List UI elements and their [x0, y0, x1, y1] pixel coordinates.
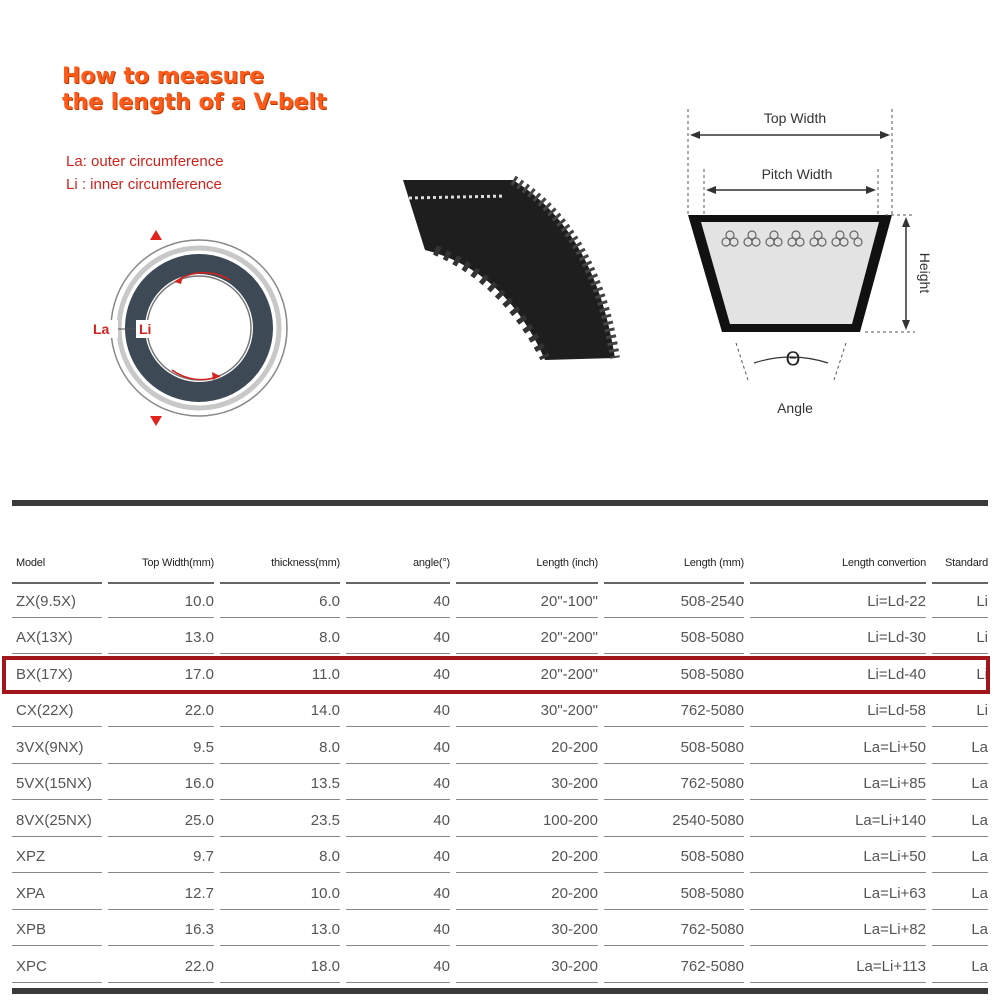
cell-model: 5VX(15NX)	[12, 767, 108, 804]
table-row	[12, 657, 988, 694]
table-bottom-rule	[12, 988, 988, 994]
cell-length-convertion: La=Li+63	[750, 876, 932, 913]
cell-model: ZX(9.5X)	[12, 584, 108, 621]
legend-la: La: outer circumference	[66, 153, 224, 170]
cell-top-width: 9.5	[108, 730, 220, 767]
cell-top-width: 17.0	[108, 657, 220, 694]
cell-length-mm: 762-5080	[604, 767, 750, 804]
cell-length-inch: 20"-200"	[456, 621, 604, 658]
table-body	[12, 584, 988, 986]
cell-length-mm: 762-5080	[604, 913, 750, 950]
cell-standard: Li	[932, 584, 988, 621]
cell-angle: 40	[346, 694, 456, 731]
cell-thickness: 6.0	[220, 584, 346, 621]
ring-label-la: La	[93, 321, 110, 337]
cell-length-mm: 508-5080	[604, 730, 750, 767]
table-row	[12, 621, 988, 658]
col-header-length-inch: Length (inch)	[456, 544, 604, 584]
label-angle: Angle	[777, 400, 813, 416]
table-top-rule	[12, 500, 988, 506]
cell-length-inch: 100-200	[456, 803, 604, 840]
cell-length-convertion: La=Li+85	[750, 767, 932, 804]
cell-angle: 40	[346, 949, 456, 986]
cell-angle: 40	[346, 803, 456, 840]
belt-ring-diagram	[80, 220, 310, 430]
cell-model: 3VX(9NX)	[12, 730, 108, 767]
v-belt-spec-table	[12, 544, 988, 986]
cell-standard: La	[932, 803, 988, 840]
cell-length-inch: 30-200	[456, 913, 604, 950]
cell-model: AX(13X)	[12, 621, 108, 658]
cell-angle: 40	[346, 840, 456, 877]
cell-angle: 40	[346, 730, 456, 767]
cell-model: 8VX(25NX)	[12, 803, 108, 840]
label-top-width: Top Width	[763, 110, 827, 126]
table-row	[12, 949, 988, 986]
cell-length-mm: 508-5080	[604, 840, 750, 877]
cell-length-mm: 508-5080	[604, 657, 750, 694]
angle-symbol: Θ	[785, 348, 801, 370]
cell-model: XPC	[12, 949, 108, 986]
arrow-up-icon	[902, 217, 910, 227]
arrow-down-icon	[150, 416, 162, 426]
table-row	[12, 767, 988, 804]
cell-standard: Li	[932, 694, 988, 731]
table-row	[12, 584, 988, 621]
heading-line-2: the length of a V-belt	[62, 90, 327, 115]
cell-standard: La	[932, 840, 988, 877]
cell-length-convertion: La=Li+82	[750, 913, 932, 950]
belt-segment-image	[395, 170, 625, 370]
cell-thickness: 14.0	[220, 694, 346, 731]
col-header-length-mm: Length (mm)	[604, 544, 750, 584]
col-header-thickness: thickness(mm)	[220, 544, 346, 584]
col-header-length-convertion: Length convertion	[750, 544, 932, 584]
table-row	[12, 803, 988, 840]
legend-li: Li : inner circumference	[66, 176, 222, 193]
table-header-row	[12, 544, 988, 584]
arrow-left-icon	[706, 186, 716, 194]
cell-length-inch: 20-200	[456, 876, 604, 913]
cell-standard: Li	[932, 657, 988, 694]
cell-angle: 40	[346, 767, 456, 804]
cell-length-convertion: La=Li+50	[750, 840, 932, 877]
cell-angle: 40	[346, 876, 456, 913]
cell-length-convertion: La=Li+140	[750, 803, 932, 840]
cell-thickness: 8.0	[220, 840, 346, 877]
cell-thickness: 13.0	[220, 913, 346, 950]
cell-model: XPZ	[12, 840, 108, 877]
cell-length-mm: 508-2540	[604, 584, 750, 621]
cell-top-width: 13.0	[108, 621, 220, 658]
cell-length-mm: 508-5080	[604, 876, 750, 913]
cell-standard: La	[932, 949, 988, 986]
cell-angle: 40	[346, 621, 456, 658]
cell-standard: La	[932, 767, 988, 804]
cell-angle: 40	[346, 657, 456, 694]
cell-length-inch: 20-200	[456, 840, 604, 877]
cell-length-convertion: Li=Ld-58	[750, 694, 932, 731]
cell-length-inch: 20"-200"	[456, 657, 604, 694]
cell-top-width: 22.0	[108, 694, 220, 731]
ring-inner-outline	[147, 276, 251, 380]
cell-model: CX(22X)	[12, 694, 108, 731]
cell-thickness: 11.0	[220, 657, 346, 694]
cell-length-inch: 20"-100"	[456, 584, 604, 621]
cell-length-mm: 762-5080	[604, 694, 750, 731]
col-header-angle: angle(°)	[346, 544, 456, 584]
belt-profile-fill	[701, 222, 879, 324]
cell-top-width: 16.0	[108, 767, 220, 804]
ring-label-li: Li	[139, 321, 152, 337]
cell-length-inch: 30"-200"	[456, 694, 604, 731]
cell-length-inch: 30-200	[456, 949, 604, 986]
cell-thickness: 13.5	[220, 767, 346, 804]
cell-top-width: 25.0	[108, 803, 220, 840]
cell-length-convertion: La=Li+50	[750, 730, 932, 767]
heading-line-1: How to measure	[62, 64, 265, 89]
cell-standard: Li	[932, 621, 988, 658]
arrow-left-icon	[690, 131, 700, 139]
cell-top-width: 10.0	[108, 584, 220, 621]
arrow-right-icon	[866, 186, 876, 194]
angle-guide-right	[834, 343, 846, 380]
belt-body	[403, 180, 615, 360]
cell-length-convertion: Li=Ld-30	[750, 621, 932, 658]
cell-standard: La	[932, 913, 988, 950]
cell-length-inch: 20-200	[456, 730, 604, 767]
cell-top-width: 22.0	[108, 949, 220, 986]
cell-top-width: 9.7	[108, 840, 220, 877]
cell-model: XPB	[12, 913, 108, 950]
angle-guide-left	[736, 343, 748, 380]
table-row	[12, 876, 988, 913]
cell-model: XPA	[12, 876, 108, 913]
cell-thickness: 10.0	[220, 876, 346, 913]
cell-length-inch: 30-200	[456, 767, 604, 804]
cell-thickness: 8.0	[220, 621, 346, 658]
cell-standard: La	[932, 876, 988, 913]
cell-length-mm: 508-5080	[604, 621, 750, 658]
label-pitch-width: Pitch Width	[761, 166, 833, 182]
cell-length-convertion: La=Li+113	[750, 949, 932, 986]
table-row	[12, 694, 988, 731]
cell-top-width: 12.7	[108, 876, 220, 913]
cell-model: BX(17X)	[12, 657, 108, 694]
cross-section-diagram	[670, 95, 950, 425]
arrow-down-icon	[902, 320, 910, 330]
cell-length-mm: 762-5080	[604, 949, 750, 986]
cell-length-mm: 2540-5080	[604, 803, 750, 840]
cell-angle: 40	[346, 913, 456, 950]
table-row	[12, 730, 988, 767]
col-header-top-width: Top Width(mm)	[108, 544, 220, 584]
table-row	[12, 913, 988, 950]
arrow-up-icon	[150, 230, 162, 240]
cell-thickness: 18.0	[220, 949, 346, 986]
cell-thickness: 23.5	[220, 803, 346, 840]
table-row	[12, 840, 988, 877]
arrow-right-icon	[880, 131, 890, 139]
cell-thickness: 8.0	[220, 730, 346, 767]
cell-angle: 40	[346, 584, 456, 621]
cell-standard: La	[932, 730, 988, 767]
cell-length-convertion: Li=Ld-40	[750, 657, 932, 694]
col-header-standard: Standard	[932, 544, 988, 584]
col-header-model: Model	[12, 544, 108, 584]
cell-length-convertion: Li=Ld-22	[750, 584, 932, 621]
cell-top-width: 16.3	[108, 913, 220, 950]
label-height: Height	[917, 252, 933, 294]
